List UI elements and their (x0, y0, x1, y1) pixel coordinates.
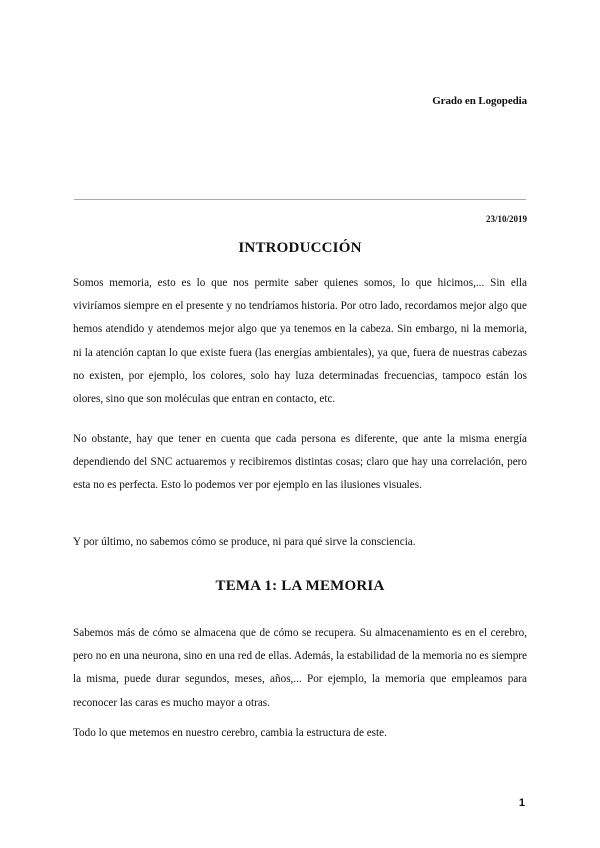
intro-paragraph: Somos memoria, esto es lo que nos permite saber quienes somos, lo que hicimos,... Sin ella viviríamos siempre en el presente y no tendríamos historia. Por otro lado, recordamos mejor algo que hemos atendido y atendemos mejor algo que ya tenemos en la cabeza. Sin embargo, ni la memoria, ni la atención captan lo que existe fuera (las energías ambientales), ya que, fuera de nuestras cabezas no existen, por ejemplo, los colores, solo hay luza determinadas frecuencias, tampoco están los olores, sino que son moléculas que entran en contacto, etc. (73, 277, 527, 406)
tema1-paragraph: Todo lo que metemos en nuestro cerebro, cambia la estructura de este. (73, 727, 387, 739)
section-title-introduccion: INTRODUCCIÓN (238, 240, 362, 256)
tema1-paragraph: Sabemos más de cómo se almacena que de cómo se recupera. Su almacenamiento es en el cerebro, pero no en una neurona, sino en una red de ellas. Además, la estabilidad de la memoria no es siempre la misma, puede durar segundos, meses, años,... Por ejemplo, la memoria que empleamos para reconocer las caras es mucho mayor a otras. (73, 627, 527, 709)
page-number: 1 (518, 797, 525, 809)
section-title-tema-1: TEMA 1: LA MEMORIA (215, 578, 385, 594)
document-date: 23/10/2019 (485, 214, 527, 224)
header-divider (74, 199, 526, 200)
program-header: Grado en Logopedia (432, 95, 527, 107)
intro-paragraph: No obstante, hay que tener en cuenta que cada persona es diferente, que ante la misma energía dependiendo del SNC actuaremos y recibiremos distintas cosas; claro que hay una correlación, pero esta no es perfecta. Esto lo podemos ver por ejemplo en las ilusiones visuales. (73, 433, 527, 492)
intro-paragraph: Y por último, no sabemos cómo se produce, ni para qué sirve la consciencia. (73, 536, 416, 548)
